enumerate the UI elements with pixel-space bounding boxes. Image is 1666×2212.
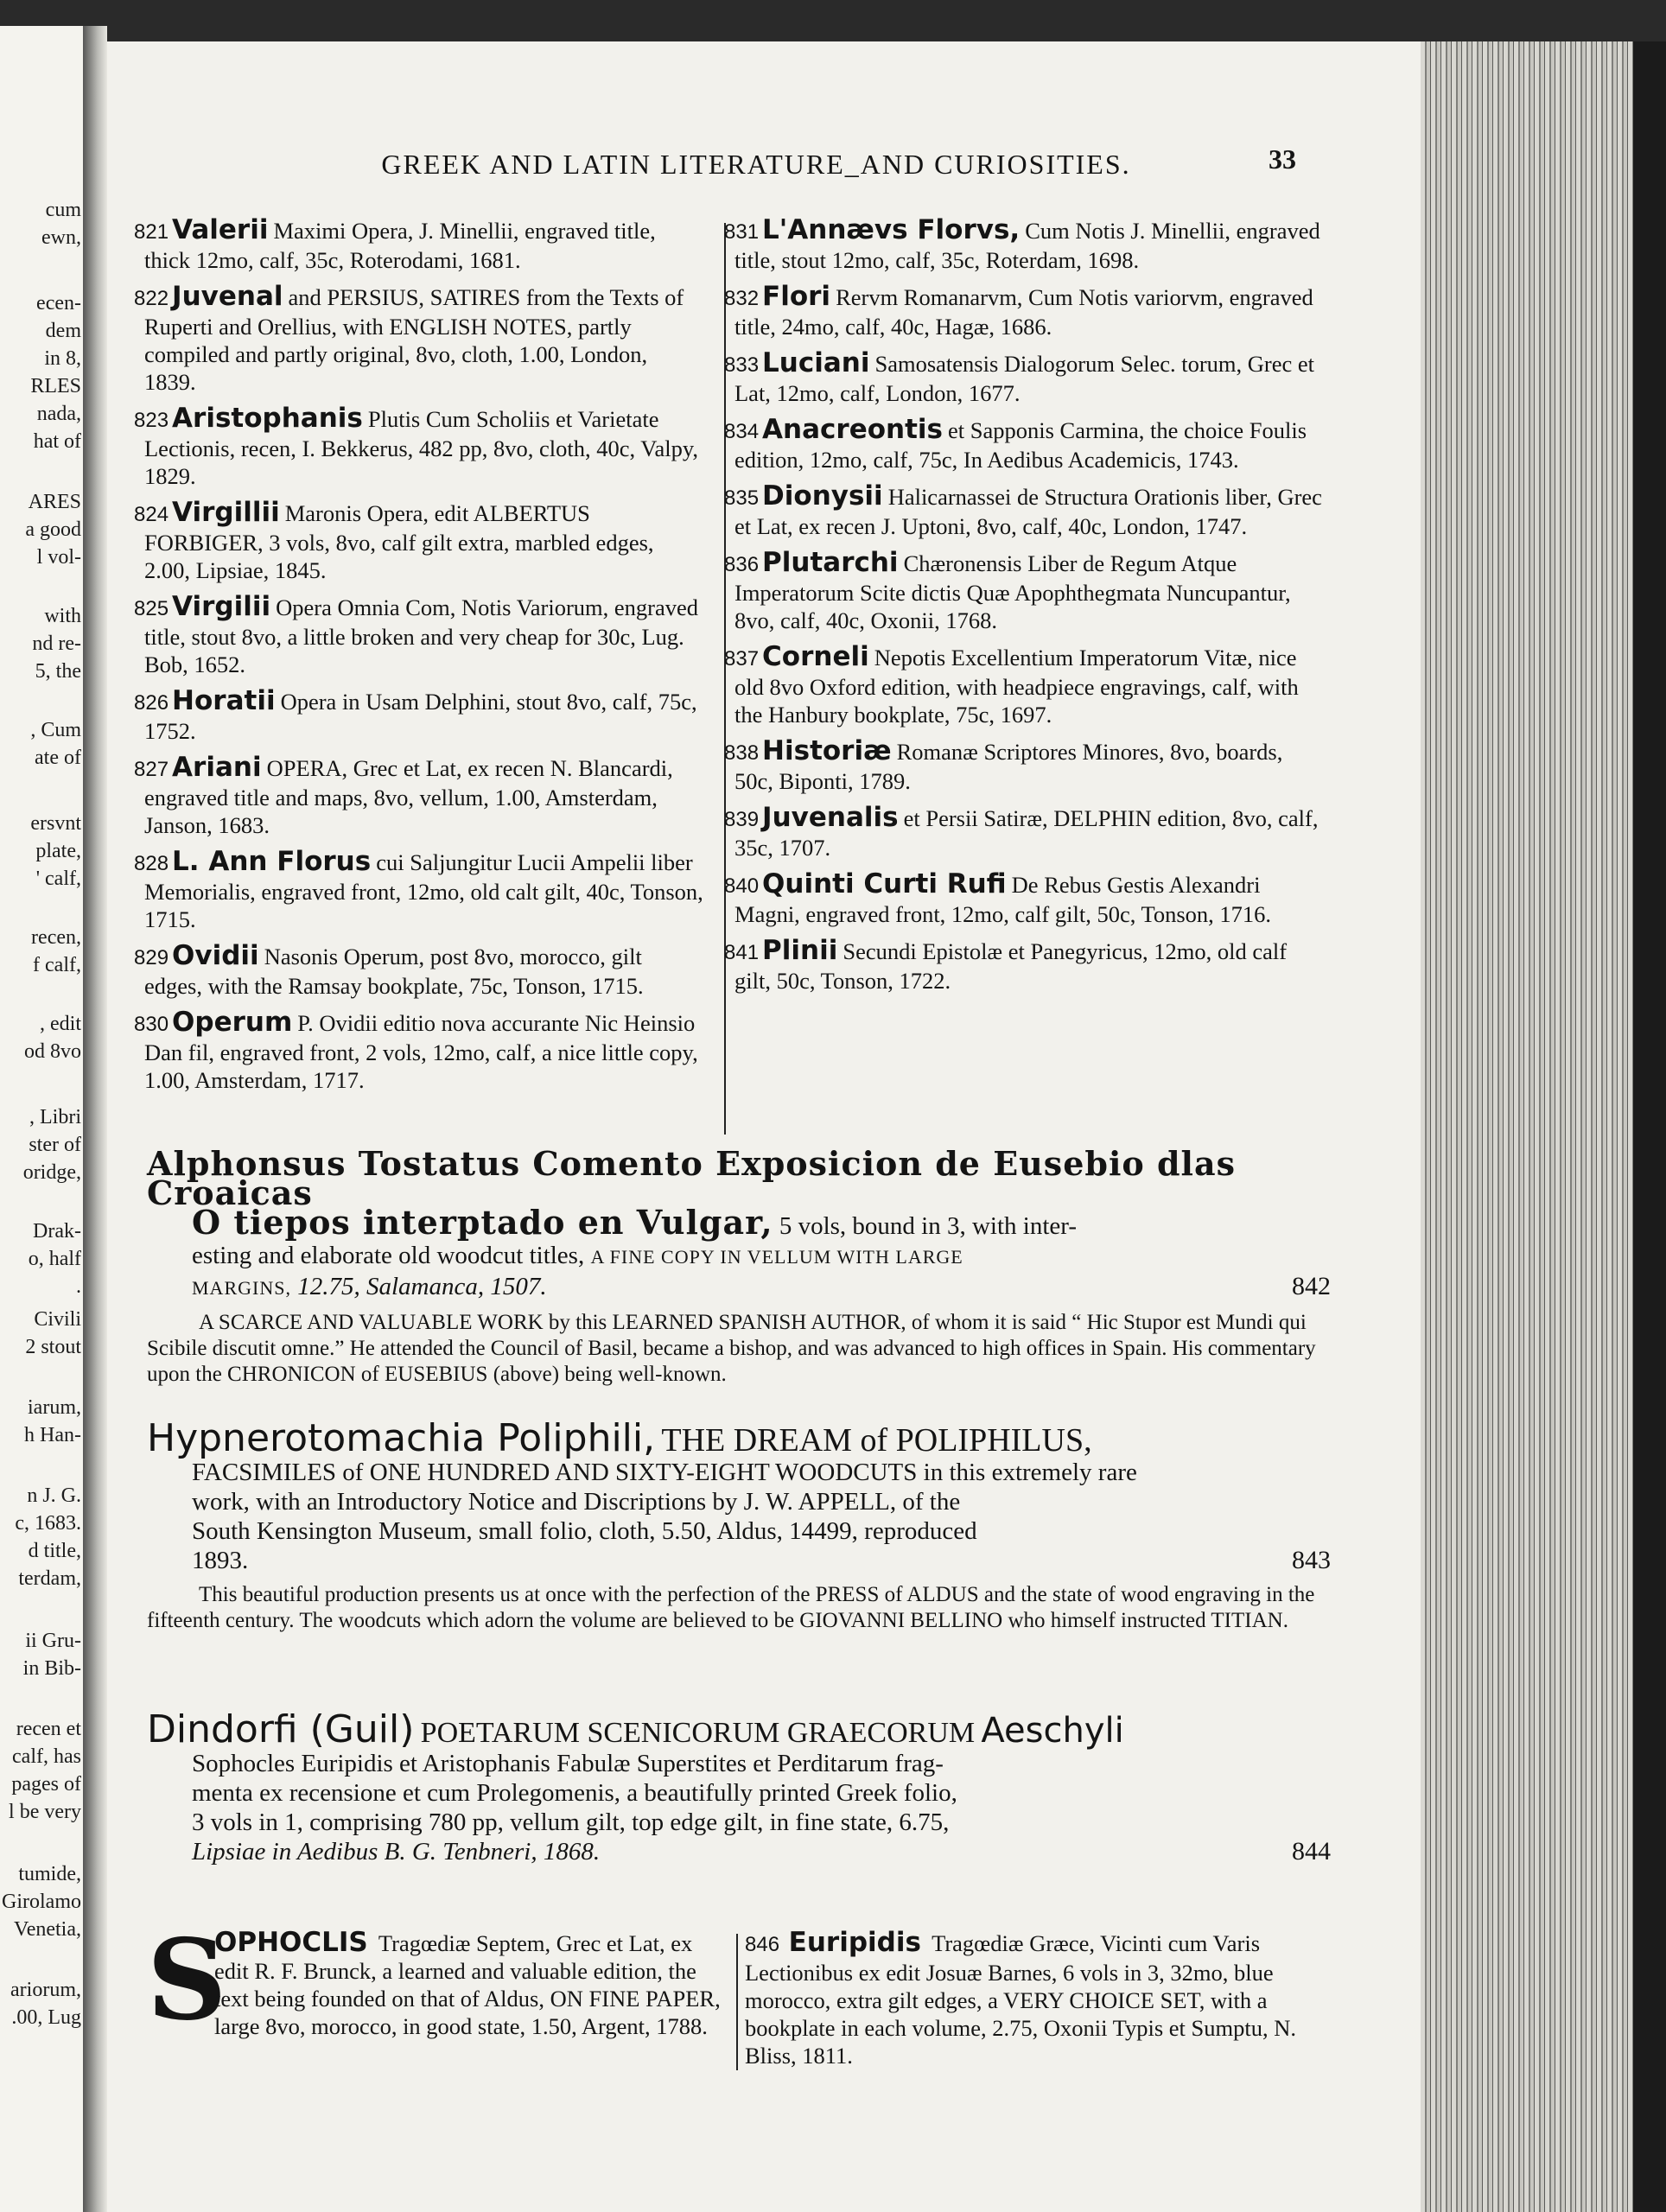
catalog-entry-827 [134, 753, 704, 839]
running-header: GREEK AND LATIN LITERATURE_AND CURIOSITIES. [381, 149, 1131, 180]
entry-description: Maximi Opera, J. Minellii, engraved title, thick 12mo, calf, 35c, Roterodami, 1681. [144, 218, 656, 273]
left-facing-page [0, 26, 83, 2212]
entry-description: Samosatensis Dialogorum Selec. torum, Grec et Lat, 12mo, calf, London, 1677. [734, 351, 1315, 406]
entry-heading: Aristophanis [172, 403, 363, 434]
entry-number: 824 [134, 503, 169, 526]
entry-844 [147, 1707, 1331, 1866]
entry-843-title: Hypnerotomachia Poliphili, [147, 1416, 656, 1460]
left-page-line: l be very [9, 1801, 81, 1823]
entry-heading: Operum [172, 1007, 293, 1038]
entry-843-description: This beautiful production presents us at once with the perfection of the PRESS of ALDUS and the state of wood engraving in the fifteenth century. The woodcuts which adorn the volume are believed to be GIOVANNI BELLINO who himself instructed TITIAN. [147, 1583, 1315, 1632]
entry-842-title: Alphonsus Tostatus Comento Exposicion de Eusebio dlas Croaicas [147, 1144, 1236, 1212]
entry-843-subtitle: THE DREAM of POLIPHILUS, [661, 1422, 1092, 1459]
entry-description: Maronis Opera, edit ALBERTUS FORBIGER, 3 vols, 8vo, calf gilt extra, marbled edges, 2.00, Lipsiae, 1845. [144, 500, 654, 583]
entry-description: Chæronensis Liber de Regum Atque Imperatorum Scite dictis Quæ Apophthegmata Nuncupantur, 8vo, calf, 40c, Oxonii, 1768. [734, 550, 1291, 633]
entry-842-text-2: esting and elaborate old woodcut titles, [192, 1242, 585, 1269]
entry-description: Cum Notis J. Minellii, engraved title, stout 12mo, calf, 35c, Roterdam, 1698. [734, 218, 1320, 273]
catalog-entry-829 [134, 942, 704, 1000]
left-page-line: RLES [30, 375, 81, 397]
left-page-line: l vol- [36, 546, 81, 569]
entry-number: 839 [724, 808, 760, 831]
catalog-entry-833 [724, 349, 1322, 407]
left-page-line: o, half [28, 1248, 81, 1270]
left-page-line: nd re- [32, 632, 81, 655]
left-page-line: recen, [31, 926, 81, 949]
entry-number: 827 [134, 758, 169, 781]
left-page-line: cum [45, 199, 81, 221]
left-page-line: c, 1683. [15, 1512, 81, 1535]
left-page-line: , Libri [29, 1106, 81, 1128]
catalog-entry-822 [134, 283, 704, 396]
entry-heading: Virgillii [172, 497, 280, 528]
entry-845-heading: OPHOCLIS [214, 1927, 368, 1958]
left-page-line: ARES [28, 491, 81, 513]
entry-843-line-2: work, with an Introductory Notice and Discriptions by J. W. APPELL, of the [192, 1488, 961, 1516]
left-page-line: nada, [36, 403, 81, 425]
entry-heading: Corneli [762, 641, 869, 672]
entry-845 [147, 1916, 722, 2045]
catalog-entry-840 [724, 870, 1322, 928]
left-page-line: 5, the [35, 660, 81, 683]
left-page-line: with [44, 605, 81, 627]
page-edges [1421, 41, 1666, 2212]
entry-844-number: 844 [1292, 1837, 1331, 1866]
left-page-line: terdam, [18, 1567, 81, 1590]
entry-number: 840 [724, 874, 760, 898]
right-column [724, 216, 1322, 1003]
entry-heading: Dionysii [762, 480, 883, 512]
entry-844-line-2: menta ex recensione et cum Prolegomenis, a beautifully printed Greek folio, [192, 1779, 957, 1807]
entry-842-number: 842 [1292, 1272, 1331, 1300]
entry-heading: Plinii [762, 935, 838, 966]
entry-number: 828 [134, 852, 169, 875]
entry-number: 821 [134, 220, 169, 244]
entry-number: 834 [724, 420, 760, 443]
entry-number: 833 [724, 353, 760, 377]
entry-description: and PERSIUS, SATIRES from the Texts of Ruperti and Orellius, with ENGLISH NOTES, partly compiled and partly original, 8vo, cloth, 1.00, London, 1839. [144, 284, 684, 395]
left-page-line: a good [25, 518, 81, 541]
entry-number: 829 [134, 946, 169, 969]
entry-843-line-1: FACSIMILES of ONE HUNDRED AND SIXTY-EIGHT WOODCUTS in this extremely rare [192, 1459, 1137, 1486]
left-page-line: ariorum, [10, 1979, 81, 2001]
entry-number: 830 [134, 1013, 169, 1036]
entry-number: 838 [724, 741, 760, 765]
entry-heading: Anacreontis [762, 414, 943, 445]
entry-heading: Plutarchi [762, 547, 899, 578]
entry-heading: L'Annævs Florvs, [762, 214, 1021, 245]
entry-heading: Virgilii [172, 591, 271, 622]
catalog-entry-834 [724, 416, 1322, 474]
catalog-entry-828 [134, 848, 704, 933]
entry-number: 823 [134, 409, 169, 432]
entry-description: P. Ovidii editio nova accurante Nic Heinsio Dan fil, engraved front, 2 vols, 12mo, calf, a nice little copy, 1.00, Amsterdam, 1717. [144, 1010, 698, 1093]
catalog-entry-823 [134, 404, 704, 490]
left-page-line: ii Gru- [25, 1630, 81, 1652]
left-page-line: Girolamo [2, 1891, 81, 1913]
entry-844-caps: POETARUM SCENICORUM GRAECORUM [420, 1717, 976, 1749]
catalog-entry-830 [134, 1008, 704, 1094]
entry-842-margins: MARGINS, [192, 1277, 291, 1299]
catalog-entry-824 [134, 499, 704, 584]
entry-description: Plutis Cum Scholiis et Varietate Lectionis, recen, I. Bekkerus, 482 pp, 8vo, cloth, 40c, Valpy, 1829. [144, 406, 699, 489]
left-page-line: .00, Lug [11, 2006, 81, 2029]
entry-number: 826 [134, 691, 169, 715]
entry-heading: Juvenal [172, 281, 283, 312]
page-number: 33 [1269, 143, 1296, 175]
entry-844-title: Dindorfi (Guil) [147, 1707, 415, 1751]
entry-description: OPERA, Grec et Lat, ex recen N. Blancardi, engraved title and maps, 8vo, vellum, 1.00, Amsterdam, Janson, 1683. [144, 755, 673, 838]
book-gutter [83, 26, 107, 2212]
left-page-line: h Han- [24, 1424, 81, 1446]
entry-description: Opera in Usam Delphini, stout 8vo, calf, 75c, 1752. [144, 689, 697, 744]
entry-844-after: Aeschyli [981, 1711, 1124, 1751]
entry-843-line-4: 1893. [192, 1547, 249, 1574]
catalog-entry-841 [724, 937, 1322, 995]
left-page-line: f calf, [33, 954, 81, 976]
entry-number: 837 [724, 647, 760, 671]
catalog-entry-836 [724, 549, 1322, 634]
entry-description: Secundi Epistolæ et Panegyricus, 12mo, old calf gilt, 50c, Tonson, 1722. [734, 938, 1288, 994]
entry-842-description: A SCARCE AND VALUABLE WORK by this LEARNED SPANISH AUTHOR, of whom it is said “ Hic Stupor est Mundi qui Scibile discutit omne.” He attended the Council of Basil, became a bishop, and was advanced to high offices in Spain. His commentary upon the CHRONICON of EUSEBIUS (above) being well-known. [147, 1311, 1316, 1386]
left-page-line: tumide, [18, 1863, 81, 1885]
entry-description: Romanæ Scriptores Minores, 8vo, boards, 50c, Biponti, 1789. [734, 739, 1283, 794]
left-page-line: in 8, [44, 347, 81, 370]
entry-843-line-3: South Kensington Museum, small folio, cloth, 5.50, Aldus, 14499, reproduced [192, 1517, 977, 1545]
entry-846-heading: Euripidis [788, 1927, 921, 1958]
entry-description: Rervm Romanarvm, Cum Notis variorvm, engraved title, 24mo, calf, 40c, Hagæ, 1686. [734, 284, 1313, 340]
left-page-line: in Bib- [22, 1657, 81, 1680]
left-page-line: iarum, [28, 1396, 81, 1419]
left-page-line: Civili [34, 1308, 81, 1331]
entry-description: et Sapponis Carmina, the choice Foulis edition, 12mo, calf, 75c, In Aedibus Academicis, 1743. [734, 417, 1307, 473]
entry-heading: Historiæ [762, 735, 892, 766]
left-page-line: ewn, [41, 226, 81, 249]
left-page-line: ster of [29, 1134, 81, 1156]
left-page-line: calf, has [12, 1745, 81, 1768]
entry-description: Nepotis Excellentium Imperatorum Vitæ, nice old 8vo Oxford edition, with headpiece engravings, calf, with the Hanbury bookplate, 75c, 1697. [734, 645, 1299, 728]
left-page-line: dem [45, 320, 81, 342]
catalog-entry-835 [724, 482, 1322, 540]
left-column [134, 216, 704, 1103]
entry-heading: Luciani [762, 347, 870, 378]
entry-845-text: Tragœdiæ Septem, Grec et Lat, ex edit R. F. Brunck, a learned and valuable edition, the text being founded on that of Aldus, ON FINE PAPER, large 8vo, morocco, in good state, 1.50, Argent, 1788. [214, 1930, 721, 2039]
catalog-entry-831 [724, 216, 1322, 274]
entry-844-line-3: 3 vols in 1, comprising 780 pp, vellum gilt, top edge gilt, in fine state, 6.75, [192, 1808, 950, 1836]
entry-description: Opera Omnia Com, Notis Variorum, engraved title, stout 8vo, a little broken and very cheap for 30c, Lug. Bob, 1652. [144, 594, 699, 677]
entry-heading: Ovidii [172, 940, 259, 971]
entry-heading: Juvenalis [762, 802, 899, 833]
entry-description: cui Saljungitur Lucii Ampelii liber Memorialis, engraved front, 12mo, old calt gilt, 40c, Tonson, 1715. [144, 849, 703, 932]
catalog-entry-832 [724, 283, 1322, 340]
entry-846-number: 846 [745, 1933, 780, 1956]
catalog-entry-839 [724, 804, 1322, 861]
left-page-line: 2 stout [25, 1336, 81, 1358]
catalog-entry-826 [134, 687, 704, 745]
entry-842 [147, 1144, 1331, 1388]
entry-number: 835 [724, 486, 760, 510]
entry-842-tail: 12.75, Salamanca, 1507. [297, 1273, 547, 1300]
entry-842-title-cont: O tiepos interptado en Vulgar, [192, 1203, 773, 1242]
entry-843-number: 843 [1292, 1546, 1331, 1574]
entry-description: Nasonis Operum, post 8vo, morocco, gilt edges, with the Ramsay bookplate, 75c, Tonson, 1715. [144, 944, 644, 999]
left-page-line: Drak- [33, 1220, 81, 1243]
entry-heading: Quinti Curti Rufi [762, 868, 1007, 899]
entry-842-caps: A FINE COPY IN VELLUM WITH LARGE [590, 1246, 963, 1268]
entry-846 [745, 1929, 1331, 2069]
entry-844-line-1: Sophocles Euripidis et Aristophanis Fabulæ Superstites et Perditarum frag- [192, 1750, 944, 1777]
left-page-line: n J. G. [27, 1484, 81, 1507]
entry-844-line-4: Lipsiae in Aedibus B. G. Tenbneri, 1868. [192, 1838, 601, 1866]
left-page-line: pages of [11, 1773, 81, 1796]
entry-number: 822 [134, 287, 169, 310]
left-page-line: d title, [28, 1540, 81, 1562]
left-page-line: hat of [33, 430, 81, 453]
entry-845-initial: S [147, 1916, 227, 2045]
entry-description: De Rebus Gestis Alexandri Magni, engraved front, 12mo, calf gilt, 50c, Tonson, 1716. [734, 872, 1272, 927]
left-page-line: Venetia, [14, 1918, 81, 1941]
entry-heading: Valerii [172, 214, 269, 245]
entry-description: et Persii Satiræ, DELPHIN edition, 8vo, calf, 35c, 1707. [734, 805, 1319, 861]
entry-842-text: 5 vols, bound in 3, with inter- [779, 1212, 1078, 1240]
entry-heading: Ariani [172, 752, 262, 783]
entry-number: 825 [134, 597, 169, 620]
left-page-line: od 8vo [24, 1040, 81, 1063]
entry-heading: Flori [762, 281, 831, 312]
left-page-line: plate, [35, 840, 81, 862]
entry-843 [147, 1416, 1331, 1634]
catalog-entry-837 [724, 643, 1322, 728]
catalog-entry-825 [134, 593, 704, 678]
entry-heading: Horatii [172, 685, 276, 716]
entry-description: Halicarnassei de Structura Orationis liber, Grec et Lat, ex recen J. Uptoni, 8vo, calf, 40c, London, 1747. [734, 484, 1322, 539]
entry-number: 831 [724, 220, 760, 244]
left-page-line: recen et [16, 1718, 81, 1740]
catalog-entry-838 [724, 737, 1322, 795]
column-divider-bottom [736, 1934, 738, 2070]
left-page-line: oridge, [22, 1161, 81, 1184]
left-page-line: ersvnt [30, 812, 81, 835]
left-page-line: , Cum [30, 719, 81, 741]
catalog-entry-821 [134, 216, 704, 274]
left-page-line: ecen- [36, 292, 81, 315]
left-page-line: ate of [35, 747, 81, 769]
left-page-line: ' calf, [35, 868, 81, 890]
book-cover-edge [1633, 41, 1666, 2212]
entry-heading: L. Ann Florus [172, 846, 372, 877]
entry-846-text: Tragœdiæ Græce, Vicinti cum Varis Lectionibus ex edit Josuæ Barnes, 6 vols in 3, 32mo, blue morocco, extra gilt edges, a VERY CHOICE SET, with a bookplate in each volume, 2.75, Oxonii Typis et Sumptu, N. Bliss, 1811. [745, 1930, 1297, 2069]
entry-number: 836 [724, 553, 760, 576]
entry-number: 841 [724, 941, 760, 964]
left-page-line: , edit [40, 1013, 81, 1035]
left-page-line: . [76, 1275, 81, 1298]
entry-number: 832 [724, 287, 760, 310]
